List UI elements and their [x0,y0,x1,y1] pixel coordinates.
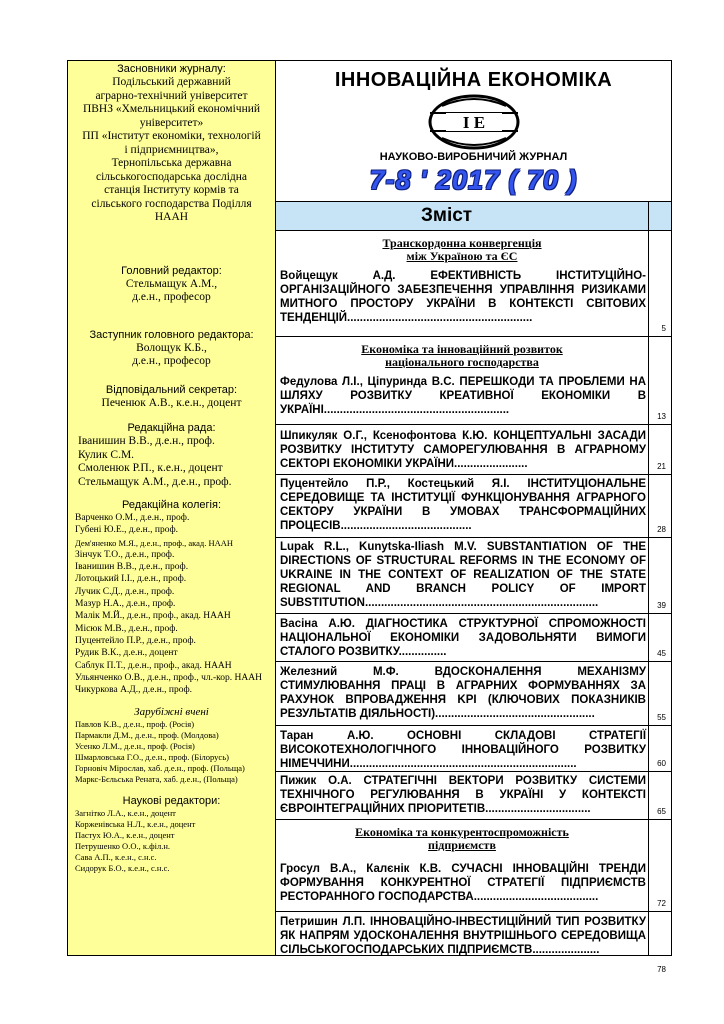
toc-section-heading [276,231,648,263]
article-authors: Шпикуляк О.Г., Ксенофонтова К.Ю. [280,430,488,442]
board-member: Саблук П.Т., д.е.н., проф., акад. НААН [75,660,232,671]
board-member: Пуцентейло П.Р., д.е.н., проф. [75,635,196,646]
board-member: Лучик С.Д., д.е.н., проф. [75,586,175,597]
council-member: Іванишин В.В., д.е.н., проф. [78,435,215,447]
toc-entry[interactable] [276,912,671,977]
section-heading-line: національного господарства [385,355,539,369]
deputy-editor [68,342,275,369]
toc-section-heading [276,337,648,369]
toc-entry[interactable] [276,231,671,337]
toc-entry[interactable] [276,614,671,662]
science-editor: Сава А.П., к.е.н., с.н.с. [75,852,157,863]
page-number: 55 [657,713,666,722]
chief-editor-line: Стельмащук А.М., [125,277,218,290]
article-authors: Васіна А.Ю. [280,618,355,630]
council-member: Смоленюк Р.П., к.е.н., доцент [78,462,223,474]
founder-line: і підприємництва», [124,143,219,156]
article-authors: Федулова Л.І., Ціпуринда В.С. [280,376,455,388]
science-editor: Корженівська Н.Л., к.е.н., доцент [75,819,196,830]
page-number: 13 [657,412,666,421]
board-member: Лотоцький І.І., д.е.н., проф. [75,574,187,585]
article-authors: Железний М.Ф. [280,666,399,678]
toc-entry[interactable] [276,772,671,820]
contents-heading-bar [276,202,671,231]
founder-line: ПВНЗ «Хмельницький економічний [82,103,261,115]
science-editor: Сидорук Б.О., к.е.н., с.н.с. [75,863,170,874]
toc-article [276,375,646,417]
board-member: Губені Ю.Е., д.е.н., проф. [75,525,178,536]
article-title: КОНЦЕПТУАЛЬНІ ЗАСАДИ РОЗВИТКУ ІНСТИТУТУ САМОРЕГУЛЮВАННЯ В АГРАРНОМУ СЕКТОРІ ЕКОНОМІКИ УКРАЇНИ....................... [280,430,646,470]
toc-article [276,475,646,533]
foreign-scholar: Горновіч Мірослав, хаб. д.е.н., проф. (Польща) [75,763,245,774]
page-number: 65 [657,807,666,816]
toc-article [276,425,646,471]
council-label: Редакційна рада: [127,422,216,434]
article-title: СТРАТЕГІЧНІ ВЕКТОРИ РОЗВИТКУ СИСТЕМИ ТЕХНІЧНОГО РЕГУЛЮВАННЯ В УКРАЇНІ У КОНТЕКСТІ ЄВРОІНТЕГРАЦІЙНИХ ПРІОРИТЕТІВ................................. [280,775,647,815]
council-member: Стельмащук А.М., д.е.н., проф. [78,475,232,488]
journal-header [276,61,671,202]
foreign-scholar: Усенко Л.М., д.е.н., проф. (Росія) [75,741,195,752]
section-heading-line: Економіка та конкурентоспроможність [355,825,569,839]
article-title: ІНСТИТУЦІОНАЛЬНЕ СЕРЕДОВИЩЕ ТА ІНСТИТУЦІЇ ФУНКЦІОНУВАННЯ АГРАРНОГО СЕКТОРУ УКРАЇНИ В УМОВАХ ТРАНСФОРМАЦІЙНИХ ПРОЦЕСІВ......................................... [280,478,646,532]
founders-label: Засновники журналу: [117,63,226,75]
article-title: ОСНОВНІ СКЛАДОВІ СТРАТЕГІЇ ВИСОКОТЕХНОЛОГІЧНОГО ІННОВАЦІЙНОГО РОЗВИТКУ НІМЕЧЧИНИ....................................................................... [280,730,646,770]
toc-list [276,231,671,977]
toc-article [276,862,646,904]
page-number: 28 [657,525,666,534]
toc-entry[interactable] [276,425,671,475]
science-editors-label: Наукові редактори: [122,795,221,808]
board-member: Ульянченко О.В., д.е.н., проф., чл.-кор. НААН [75,672,262,683]
toc-entry[interactable] [276,662,671,726]
board-member: Зінчук Т.О., д.е.н., проф. [75,549,175,560]
founder-line: сільськогосподарська дослідна [95,170,247,183]
founder-line: ПП «Інститут економіки, технологій [82,130,261,142]
toc-entry[interactable] [276,726,671,772]
board-list [68,512,275,696]
page-number: 39 [657,601,666,610]
founder-line: сільського господарства Поділля [91,197,252,210]
toc-article [276,614,646,659]
board-label: Редакційна колегія: [121,499,222,511]
page-number: 78 [657,965,666,974]
board-member: Варченко О.М., д.е.н., проф. [75,513,190,523]
article-title: ВДОСКОНАЛЕННЯ МЕХАНІЗМУ СТИМУЛЮВАННЯ ПРАЦІ В АГРАРНИХ ФОРМУВАННЯХ ЗА РАХУНОК ВПРОВАДЖЕННЯ KPI (КЛЮЧОВИХ ПОКАЗНИКІВ РЕЗУЛЬТАТІВ ДІЯЛЬНОСТІ).................................................. [280,666,646,720]
section-heading-line: підприємств [428,838,496,852]
foreign-scholar: Пармакли Д.М., д.е.н., проф. (Молдова) [75,730,219,741]
toc-article [276,269,646,325]
founders-list [68,76,275,225]
article-authors: Войцещук А.Д. [280,270,396,282]
founder-line: станція Інституту кормів та [104,184,239,196]
editorial-sidebar [67,60,276,956]
toc-article [276,662,646,721]
board-member: Мазур Н.А., д.е.н., проф. [75,599,176,610]
page-number: 21 [657,462,666,471]
section-heading-line: Транскордонна конвергенція [382,236,542,250]
toc-entry[interactable] [276,337,671,425]
deputy-editor-line: д.е.н., професор [132,355,211,367]
board-member: Рудик В.К., д.е.н., доцент [75,648,178,659]
secretary-line: Печенюк А.В., к.е.н., доцент [101,396,242,409]
article-title: SUBSTANTIATION OF THE DIRECTIONS OF STRUCTURAL REFORMS IN THE ECONOMY OF UKRAINE IN THE CONTEXT OF REALIZATION OF THE STATE REGIONAL AND BRANCH POLICY OF IMPORT SUBSTITUTION......................................................................... [280,541,647,609]
deputy-editor-line: Волощук К.Б., [136,341,207,354]
issue-number: 7-8 ' 2017 ( 70 ) [369,165,578,195]
page-number: 60 [657,759,666,768]
section-heading-line: між Україною та ЄС [406,249,518,263]
deputy-editor-label: Заступник головного редактора: [89,328,254,341]
chief-editor-label: Головний редактор: [121,264,222,277]
science-editor: Пастух Ю.А., к.е.н., доцент [75,830,175,841]
founder-line: Подільський державний [112,76,231,88]
page-number: 45 [657,649,666,658]
foreign-scholars-label: Зарубіжні вчені [134,706,209,719]
toc-article [276,772,646,816]
toc-article [276,726,646,771]
science-editors-list [68,808,275,874]
article-authors: Пуцентейло П.Р., Костецький Я.І. [280,478,510,490]
toc-entry[interactable] [276,538,671,614]
contents-title: Зміст [421,205,473,226]
page-number: 72 [657,899,666,908]
article-title: СУЧАСНІ ІННОВАЦІЙНІ ТРЕНДИ ФОРМУВАННЯ КОНКУРЕНТНОЇ СТРАТЕГІЇ ПІДПРИЄМСТВ РЕСТОРАННОГО ГОСПОДАРСТВА....................................... [280,863,646,903]
toc-entry[interactable] [276,820,671,912]
article-authors: Петришин Л.П. [280,916,366,928]
article-authors: Таран А.Ю. [280,730,374,742]
foreign-scholar: Маркс-Бєльська Рената, хаб. д.е.н., (Польща) [75,774,238,785]
foreign-scholar: Шмарловська Г.О., д.е.н., проф. (Білорусь) [75,752,229,763]
chief-editor [68,278,275,305]
founder-line: університет» [139,116,204,129]
toc-article [276,912,646,957]
journal-logo-icon [422,94,526,150]
toc-article [276,538,646,610]
article-title: ЕФЕКТИВНІСТЬ ІНСТИТУЦІЙНО-ОРГАНІЗАЦІЙНОГО ЗАБЕЗПЕЧЕННЯ УПРАВЛІННЯ РИЗИКАМИ МИТНОГО ПРОСТОРУ УКРАЇНИ В КОНТЕКСТІ СВІТОВИХ ТЕНДЕНЦІЙ.......................................................... [280,270,646,324]
article-title: ДІАГНОСТИКА СТРУКТУРНОЇ СПРОМОЖНОСТІ НАЦІОНАЛЬНОЇ ЕКОНОМІКИ ЗАДОВОЛЬНЯТИ ВИМОГИ СТАЛОГО РОЗВИТКУ............... [280,618,646,658]
founder-line: аграрно-технічний університет [95,89,248,102]
journal-title: ІННОВАЦІЙНА ЕКОНОМІКА [334,69,613,91]
article-title: ІННОВАЦІЙНО-ІНВЕСТИЦІЙНИЙ ТИП РОЗВИТКУ ЯК НАПРЯМ УДОСКОНАЛЕННЯ ВНУТРІШНЬОГО СЕРЕДОВИЩА СІЛЬСЬКОГОСПОДАРСЬКИХ ПІДПРИЄМСТВ..................... [280,916,646,956]
contents-panel [276,60,672,974]
logo-text: І Е [462,113,485,132]
board-member: Місюк М.В., д.е.н., проф. [75,623,178,634]
article-authors: Гросул В.А., Калєнік К.В. [280,863,442,875]
secretary-label: Відповідальний секретар: [105,383,238,396]
article-authors: Lupak R.L., Kunytska-Iliash M.V. [280,541,477,553]
board-member: Чикуркова А.Д., д.е.н., проф. [75,685,193,696]
toc-entry[interactable] [276,475,671,538]
board-member: Дем'яненко М.Я., д.е.н., проф., акад. НААН [75,537,234,548]
page-number: 5 [661,324,666,333]
council-list [68,435,275,489]
board-member: Малік М.Й., д.е.н., проф., акад. НААН [75,611,231,622]
founder-line: Тернопільська державна [111,157,232,169]
board-member: Іванишин В.В., д.е.н., проф. [75,562,189,573]
foreign-scholar: Павлов К.В., д.е.н., проф. (Росія) [75,719,195,730]
article-authors: Пижик О.А. [280,775,352,787]
section-heading-line: Економіка та інноваційний розвиток [361,342,563,356]
council-member: Кулик С.М. [78,448,135,461]
science-editor: Загнітко Л.А., к.е.н., доцент [75,808,176,819]
science-editor: Петрушенко О.О., к.філ.н. [75,841,170,852]
article-title: ПЕРЕШКОДИ ТА ПРОБЛЕМИ НА ШЛЯХУ РОЗВИТКУ КРЕАТИВНОЇ ЕКОНОМІКИ В УКРАЇНІ.......................................................... [280,376,647,416]
chief-editor-line: д.е.н., професор [132,291,211,303]
foreign-scholars-list [68,719,275,785]
toc-section-heading [276,820,648,852]
founder-line: НААН [154,211,189,223]
secretary [68,397,275,411]
journal-subtitle: НАУКОВО-ВИРОБНИЧИЙ ЖУРНАЛ [379,151,568,163]
